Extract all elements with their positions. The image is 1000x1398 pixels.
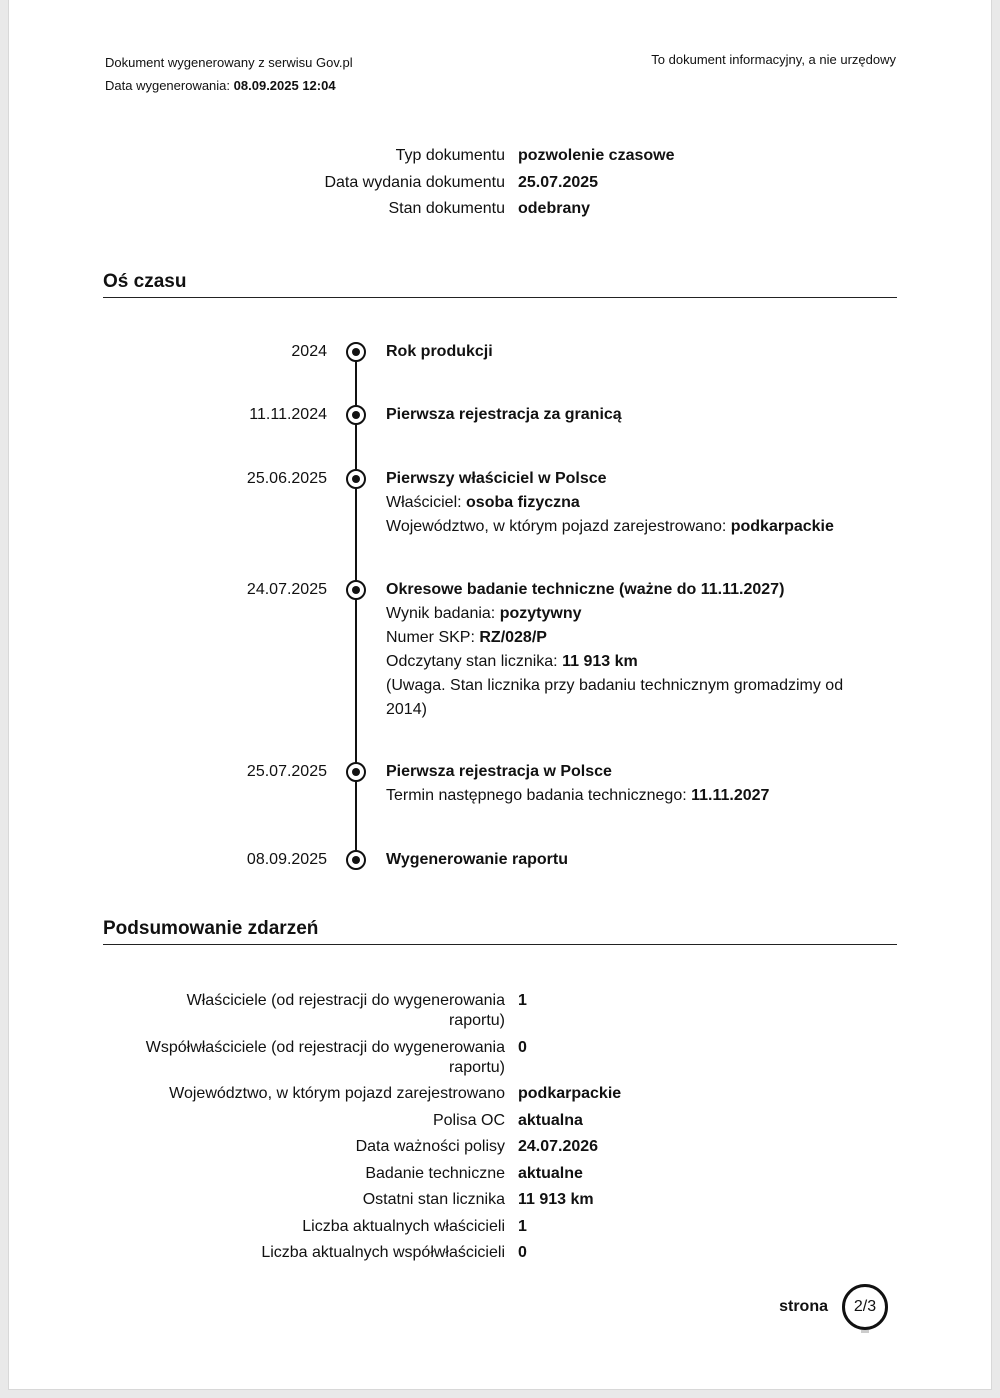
summary-label: Polisa OC (432, 1111, 505, 1129)
timeline-detail (386, 650, 856, 674)
timeline-detail (386, 491, 856, 515)
timeline-date: 11.11.2024 (249, 406, 327, 423)
timeline-detail-label: Wynik badania: (386, 605, 500, 622)
timeline-detail-label: Termin następnego badania technicznego: (386, 787, 692, 804)
timeline-title: Oś czasu (103, 270, 897, 298)
timeline-event-title: Okresowe badanie techniczne (ważne do 11.11.2027) (386, 581, 785, 598)
timeline-content (386, 760, 856, 808)
summary-row (9, 1190, 993, 1210)
timeline-date: 24.07.2025 (246, 581, 327, 598)
timeline-detail (386, 515, 856, 539)
timeline-detail-value: 11 913 km (562, 653, 638, 670)
summary-value: 24.07.2026 (518, 1138, 599, 1155)
timeline-event-title: Wygenerowanie raportu (386, 851, 568, 868)
timeline-detail-label: Odczytany stan licznika: (386, 653, 563, 670)
document-info-label: Typ dokumentu (395, 147, 505, 164)
summary-label: Ostatni stan licznika (362, 1191, 505, 1208)
summary-label: Liczba aktualnych właścicieli (302, 1217, 505, 1235)
summary-value: aktualna (518, 1111, 583, 1129)
timeline-detail-value: 11.11.2027 (691, 787, 770, 804)
summary-row (9, 1038, 993, 1078)
page-label: strona (779, 1298, 828, 1315)
summary-table (9, 991, 993, 1270)
summary-value: 11 913 km (518, 1191, 594, 1208)
summary-value: 1 (518, 992, 527, 1009)
summary-row (9, 1137, 993, 1157)
timeline-event-title: Pierwsza rejestracja w Polsce (386, 763, 612, 780)
timeline-detail-value: RZ/028/P (479, 629, 547, 646)
timeline-content (386, 848, 856, 872)
timeline-dot-icon (346, 405, 366, 425)
timeline-content (386, 403, 856, 427)
document-info-value: 25.07.2025 (518, 173, 599, 191)
timeline-detail-value: podkarpackie (730, 518, 834, 535)
document-info-value: odebrany (518, 200, 591, 217)
summary-label: Województwo, w którym pojazd zarejestrowano (169, 1085, 505, 1102)
timeline-event-title: Rok produkcji (386, 343, 493, 360)
timeline-dot-icon (346, 580, 366, 600)
summary-row (9, 991, 993, 1031)
timeline-event-title: Pierwsza rejestracja za granicą (386, 406, 622, 423)
timeline-detail-label: Numer SKP: (386, 629, 480, 646)
timeline-detail (386, 602, 856, 626)
timeline-detail (386, 626, 856, 650)
summary-row (9, 1164, 993, 1184)
timeline-note: (Uwaga. Stan licznika przy badaniu technicznym gromadzimy od 2014) (386, 677, 844, 718)
timeline-detail-label: Właściciel: (386, 494, 467, 511)
timeline-date: 08.09.2025 (246, 851, 327, 868)
summary-value: 1 (518, 1217, 527, 1235)
timeline-detail (386, 784, 856, 808)
timeline-event-title: Pierwszy właściciel w Polsce (386, 470, 607, 487)
summary-label: Liczba aktualnych współwłaścicieli (261, 1244, 505, 1261)
summary-row (9, 1084, 993, 1104)
header-generated-label: Data wygenerowania: (105, 78, 231, 93)
timeline-dot-icon (346, 469, 366, 489)
summary-row (9, 1217, 993, 1237)
header-disclaimer: To dokument informacyjny, a nie urzędowy (651, 52, 896, 67)
document-info-value: pozwolenie czasowe (518, 147, 675, 164)
document-info-label: Stan dokumentu (388, 200, 505, 217)
timeline-dot-icon (346, 850, 366, 870)
timeline-date: 2024 (291, 343, 327, 360)
summary-value: 0 (518, 1244, 527, 1261)
header-source: Dokument wygenerowany z serwisu Gov.pl (105, 55, 353, 70)
summary-title: Podsumowanie zdarzeń (103, 917, 897, 945)
summary-label: Badanie techniczne (365, 1164, 505, 1182)
summary-label: Współwłaściciele (od rejestracji do wygenerowania raportu) (145, 1038, 505, 1076)
summary-row (9, 1111, 993, 1131)
header-generated-value: 08.09.2025 12:04 (233, 78, 336, 93)
summary-value: podkarpackie (518, 1085, 622, 1102)
timeline-date: 25.07.2025 (246, 763, 327, 780)
summary-value: 0 (518, 1038, 527, 1056)
timeline-content (386, 340, 856, 364)
page-indicator (779, 1284, 888, 1330)
timeline-detail-value: osoba fizyczna (466, 494, 580, 511)
timeline-detail-label: Województwo, w którym pojazd zarejestrowano: (386, 518, 731, 535)
document-info-label: Data wydania dokumentu (324, 173, 505, 191)
timeline-dot-icon (346, 342, 366, 362)
summary-label: Właściciele (od rejestracji do wygenerowania raportu) (186, 992, 505, 1029)
timeline-date: 25.06.2025 (246, 470, 327, 487)
summary-label: Data ważności polisy (355, 1138, 505, 1155)
summary-row (9, 1243, 993, 1263)
timeline-detail-value: pozytywny (499, 605, 582, 622)
timeline-content (386, 578, 856, 722)
timeline-dot-icon (346, 762, 366, 782)
timeline-content (386, 467, 856, 539)
summary-value: aktualne (518, 1164, 583, 1182)
page-number: 2/3 (842, 1284, 888, 1330)
document-page (8, 0, 992, 1390)
